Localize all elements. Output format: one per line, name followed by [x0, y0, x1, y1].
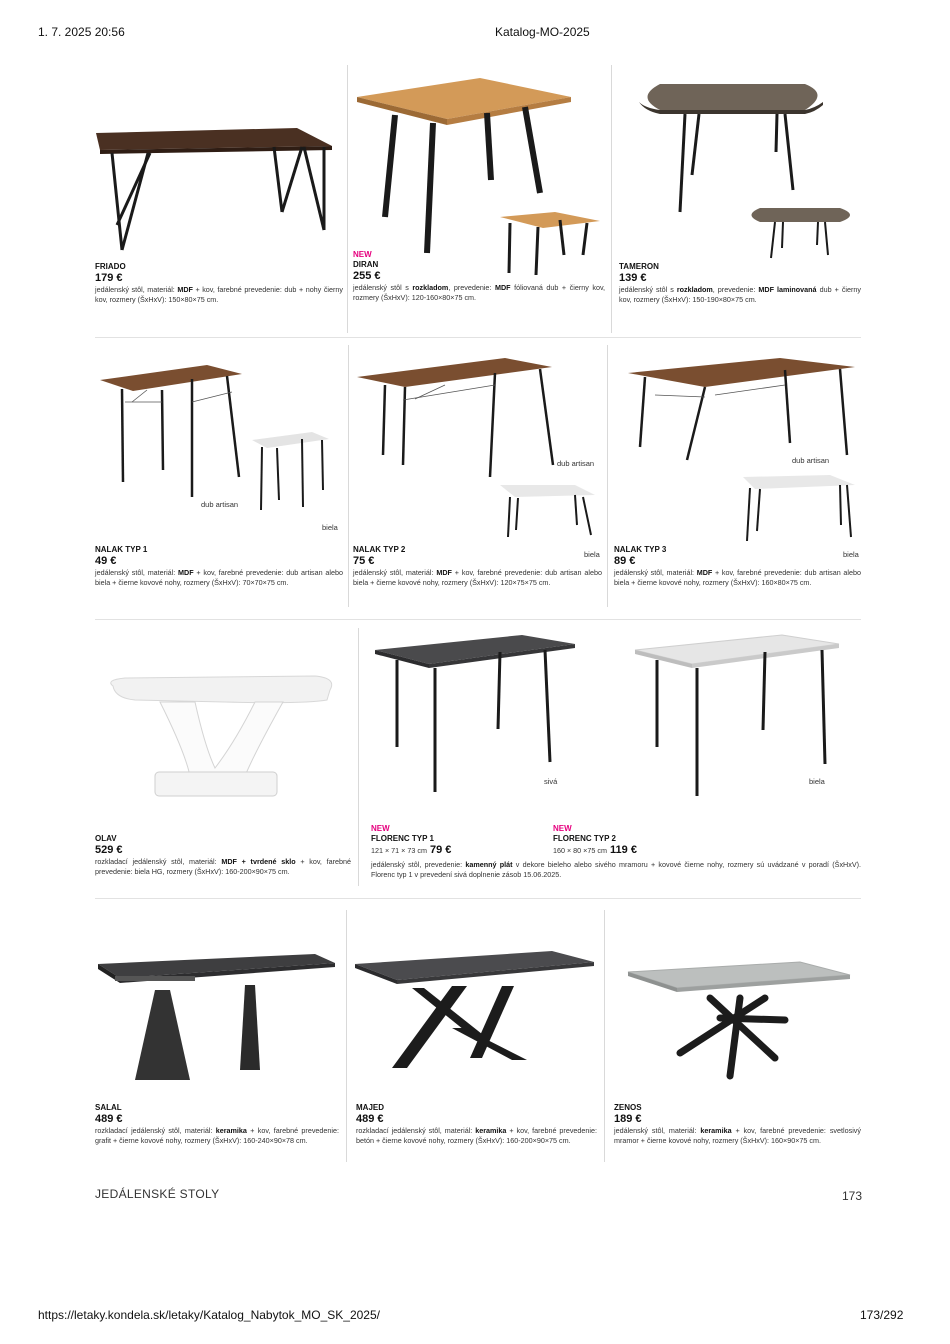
product-name: DIRAN [353, 260, 379, 269]
product-name: FLORENC TYP 2 [553, 834, 616, 843]
section-title: JEDÁLENSKÉ STOLY [95, 1187, 220, 1201]
product-zenos [614, 1103, 861, 1145]
divider [346, 910, 347, 1162]
product-price: 529 € [95, 844, 123, 856]
nalak3-table-image [625, 355, 865, 550]
product-tameron [619, 262, 861, 304]
source-url[interactable]: https://letaky.kondela.sk/letaky/Katalog_Nabytok_MO_SK_2025/ [38, 1308, 380, 1322]
divider [95, 619, 861, 620]
print-title: Katalog-MO-2025 [495, 25, 590, 39]
product-description: rozkladací jedálenský stôl, materiál: keramika + kov, farebné prevedenie: betón + čierne kovové nohy, rozmery (ŠxHxV): 160-200×90×75 cm. [356, 1126, 597, 1145]
product-name: NALAK TYP 1 [95, 545, 148, 554]
product-name: NALAK TYP 3 [614, 545, 667, 554]
product-salal [95, 1103, 339, 1145]
product-dimensions: 121 × 71 × 73 cm [371, 846, 427, 855]
product-price: 489 € [95, 1113, 123, 1125]
product-description: rozkladací jedálenský stôl, materiál: keramika + kov, farebné prevedenie: grafit + čierne kovové nohy, rozmery (ŠxHxV): 160-240×90×78 cm. [95, 1126, 339, 1145]
product-description: jedálenský stôl, materiál: MDF + kov, farebné prevedenie: dub artisan alebo biela + čierne kovové nohy, rozmery (ŠxHxV): 120×75×75 cm. [353, 568, 602, 587]
print-page-count: 173/292 [860, 1308, 904, 1322]
product-price: 119 € [610, 844, 637, 856]
product-description: jedálenský stôl s rozkladom, prevedenie: MDF laminovaná dub + čierny kov, rozmery (ŠxHxV): 150-190×80×75 cm. [619, 285, 861, 304]
majed-table-image [352, 948, 600, 1073]
divider [358, 628, 359, 886]
product-majed [356, 1103, 597, 1145]
product-olav [95, 834, 351, 876]
product-price: 189 € [614, 1113, 642, 1125]
divider [611, 65, 612, 333]
product-description: jedálenský stôl s rozkladom, prevedenie: MDF fóliovaná dub + čierny kov, rozmery (ŠxHxV): 120-160×80×75 cm. [353, 283, 605, 302]
nalak1-caption-a: dub artisan [201, 500, 239, 509]
new-badge: NEW [371, 824, 390, 833]
nalak1-table-image [97, 362, 347, 512]
product-description: jedálenský stôl, materiál: MDF + kov, farebné prevedenie: dub artisan alebo biela + čierne kovové nohy, rozmery (ŠxHxV): 70×70×75 cm. [95, 568, 343, 587]
divider [347, 65, 348, 333]
divider [348, 345, 349, 607]
page-number: 173 [842, 1189, 863, 1203]
product-description: jedálenský stôl, materiál: keramika + kov, farebné prevedenie: svetlosivý mramor + čierne kovové nohy, rozmery (ŠxHxV): 160×90×75 cm. [614, 1126, 861, 1145]
new-badge: NEW [553, 824, 572, 833]
product-price: 89 € [614, 555, 636, 567]
friado-table-image [92, 120, 342, 260]
nalak3-caption-b: biela [843, 550, 859, 559]
divider [95, 337, 861, 338]
product-price: 139 € [619, 272, 647, 284]
nalak1-caption-b: biela [322, 523, 338, 532]
product-dimensions: 160 × 80 ×75 cm [553, 846, 607, 855]
tameron-table-image [635, 80, 860, 260]
nalak3-caption-a: dub artisan [792, 456, 830, 465]
product-description: jedálenský stôl, prevedenie: kamenný plát v dekore bieleho alebo sivého mramoru + kovové čierne nohy, rozmery sú uvádzané v poradí (ŠxHxV). Florenc typ 1 v prevedení sivá doplnenie zásob 15.06.2025. [371, 860, 862, 879]
product-nalak-typ-3 [614, 545, 861, 587]
olav-table-image [105, 672, 345, 802]
product-florenc-typ-2 [553, 824, 753, 857]
product-nalak-typ-1 [95, 545, 343, 587]
product-description: jedálenský stôl, materiál: MDF + kov, farebné prevedenie: dub + nohy čierny kov, rozmery (ŠxHxV): 150×80×75 cm. [95, 285, 343, 304]
product-name: SALAL [95, 1103, 122, 1112]
divider [95, 898, 861, 899]
nalak2-caption-a: dub artisan [557, 459, 595, 468]
product-name: MAJED [356, 1103, 385, 1112]
product-name: ZENOS [614, 1103, 642, 1112]
product-description: rozkladací jedálenský stôl, materiál: MDF + tvrdené sklo + kov, farebné prevedenie: biela HG, rozmery (ŠxHxV): 160-200×90×75 cm. [95, 857, 352, 876]
product-price: 75 € [353, 555, 375, 567]
florenc2-caption: biela [809, 777, 825, 786]
product-price: 179 € [95, 272, 123, 284]
product-nalak-typ-2 [353, 545, 602, 587]
product-name: OLAV [95, 834, 117, 843]
divider [607, 345, 608, 607]
product-price: 49 € [95, 555, 117, 567]
product-price-line [371, 844, 551, 857]
product-florenc-typ-1 [371, 824, 551, 857]
florenc1-caption: sivá [544, 777, 558, 786]
product-diran [353, 250, 605, 302]
product-price: 255 € [353, 270, 381, 282]
product-price-line [553, 844, 753, 857]
salal-table-image [95, 950, 340, 1090]
divider [604, 910, 605, 1162]
product-name: FLORENC TYP 1 [371, 834, 434, 843]
product-name: TAMERON [619, 262, 659, 271]
product-price: 79 € [430, 844, 452, 856]
product-name: FRIADO [95, 262, 126, 271]
florenc-description [371, 860, 861, 879]
product-description: jedálenský stôl, materiál: MDF + kov, farebné prevedenie: dub artisan alebo biela + čierne kovové nohy, rozmery (ŠxHxV): 160×80×75 cm. [614, 568, 861, 587]
nalak2-table-image [355, 355, 605, 555]
print-datetime: 1. 7. 2025 20:56 [38, 25, 125, 39]
nalak2-caption-b: biela [584, 550, 600, 559]
new-badge: NEW [353, 250, 372, 259]
product-friado [95, 262, 343, 304]
product-name: NALAK TYP 2 [353, 545, 406, 554]
zenos-table-image [625, 958, 855, 1088]
product-price: 489 € [356, 1113, 384, 1125]
